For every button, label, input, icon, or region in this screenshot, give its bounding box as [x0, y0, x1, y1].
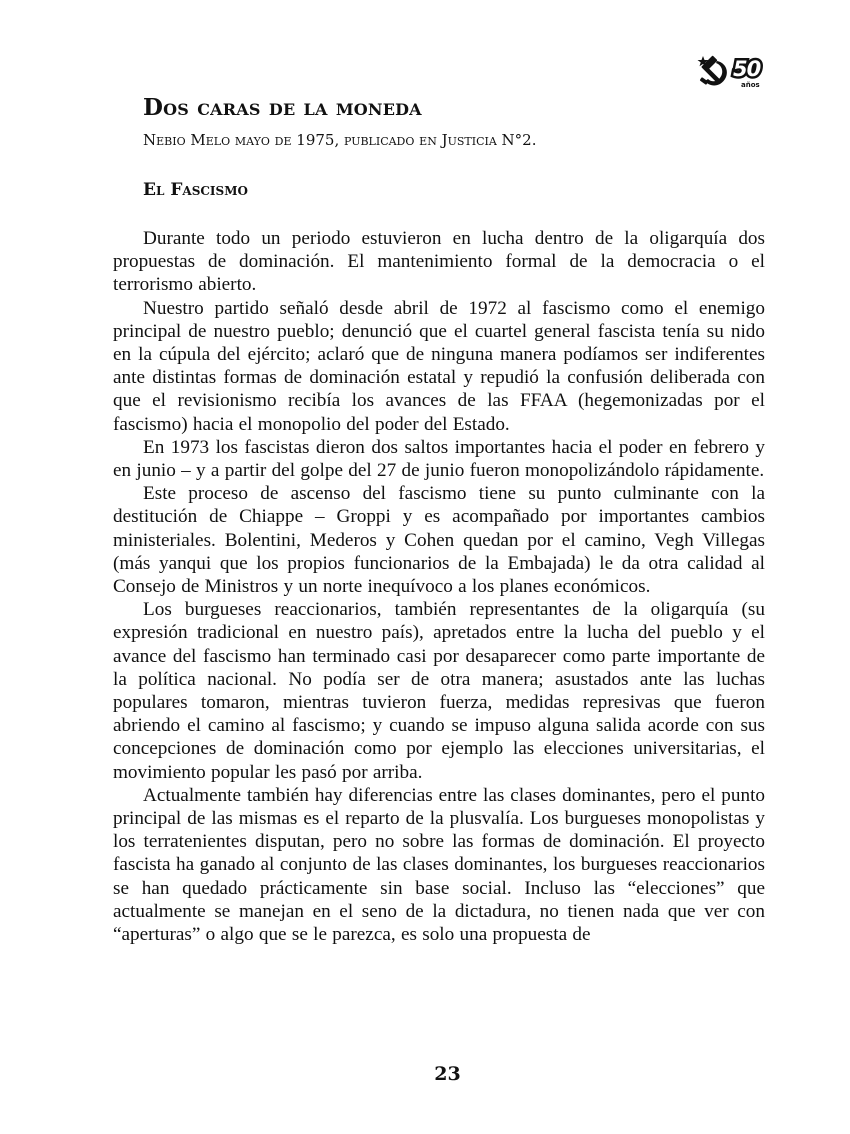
author-attribution: Nebio Melo mayo de 1975, publicado en Justicia N°2. — [143, 131, 537, 149]
body-text — [113, 227, 765, 946]
section-heading: El Fascismo — [143, 180, 248, 200]
paragraph: Nuestro partido señaló desde abril de 1972 al fascismo como el enemigo principal de nuestro pueblo; denunció que el cuartel general fascista tenía su nido en la cúpula del ejército; aclaró que de ninguna manera podíamos ser indiferentes ante distintas formas de dominación estatal y repudió la confusión deliberada con que el revisionismo recibía los avances de las FFAA (hegemonizadas por el fascismo) hacia el monopolio del poder del Estado. — [113, 297, 765, 435]
paragraph: En 1973 los fascistas dieron dos saltos importantes hacia el poder en febrero y en junio – y a partir del golpe del 27 de junio fueron monopolizándolo rápidamente. — [113, 436, 765, 482]
paragraph: Actualmente también hay diferencias entre las clases dominantes, pero el punto principal de las mismas es el reparto de la plusvalía. Los burgueses monopolistas y los terratenientes disputan, pero no sobre las formas de dominación. El proyecto fascista ha ganado al conjunto de las clases dominantes, los burgueses reaccionarios se han quedado prácticamente sin base social. Incluso las “elecciones” que actualmente se manejan en el seno de la dictadura, no tienen nada que ver con “aperturas” o algo que se le parezca, es solo una propuesta de — [113, 784, 765, 946]
paragraph: Durante todo un periodo estuvieron en lucha dentro de la oligarquía dos propuestas de dominación. El mantenimiento formal de la democracia o el terrorismo abierto. — [113, 228, 765, 296]
svg-text:50: 50 — [733, 57, 761, 81]
hammer-sickle-star-icon — [697, 52, 769, 92]
page-number: 23 — [434, 1063, 461, 1085]
paragraph: Este proceso de ascenso del fascismo tiene su punto culminante con la destitución de Chiappe – Groppi y es acompañado por importantes cambios ministeriales. Bolentini, Mederos y Cohen quedan por el camino, Vegh Villegas (más yanqui que los propios funcionarios de la Embajada) le da otra calidad al Consejo de Ministros y un norte inequívoco a los planes económicos. — [113, 483, 765, 598]
anniversary-logo — [697, 52, 769, 92]
paragraph: Los burgueses reaccionarios, también representantes de la oligarquía (su expresión tradicional en nuestro país), apretados entre la lucha del pueblo y el avance del fascismo han terminado casi por desaparecer como parte importante de la política nacional. No podía ser de otra manera; asustados ante las luchas populares tomaron, mientras tuvieron fuerza, medidas represivas que fueron abriendo el camino al fascismo; y cuando se impuso alguna salida acorde con sus concepciones de dominación como por ejemplo las elecciones universitarias, el movimiento popular les pasó por arriba. — [113, 599, 765, 783]
svg-text:años: años — [741, 81, 760, 89]
chapter-title: Dos caras de la moneda — [143, 94, 422, 121]
